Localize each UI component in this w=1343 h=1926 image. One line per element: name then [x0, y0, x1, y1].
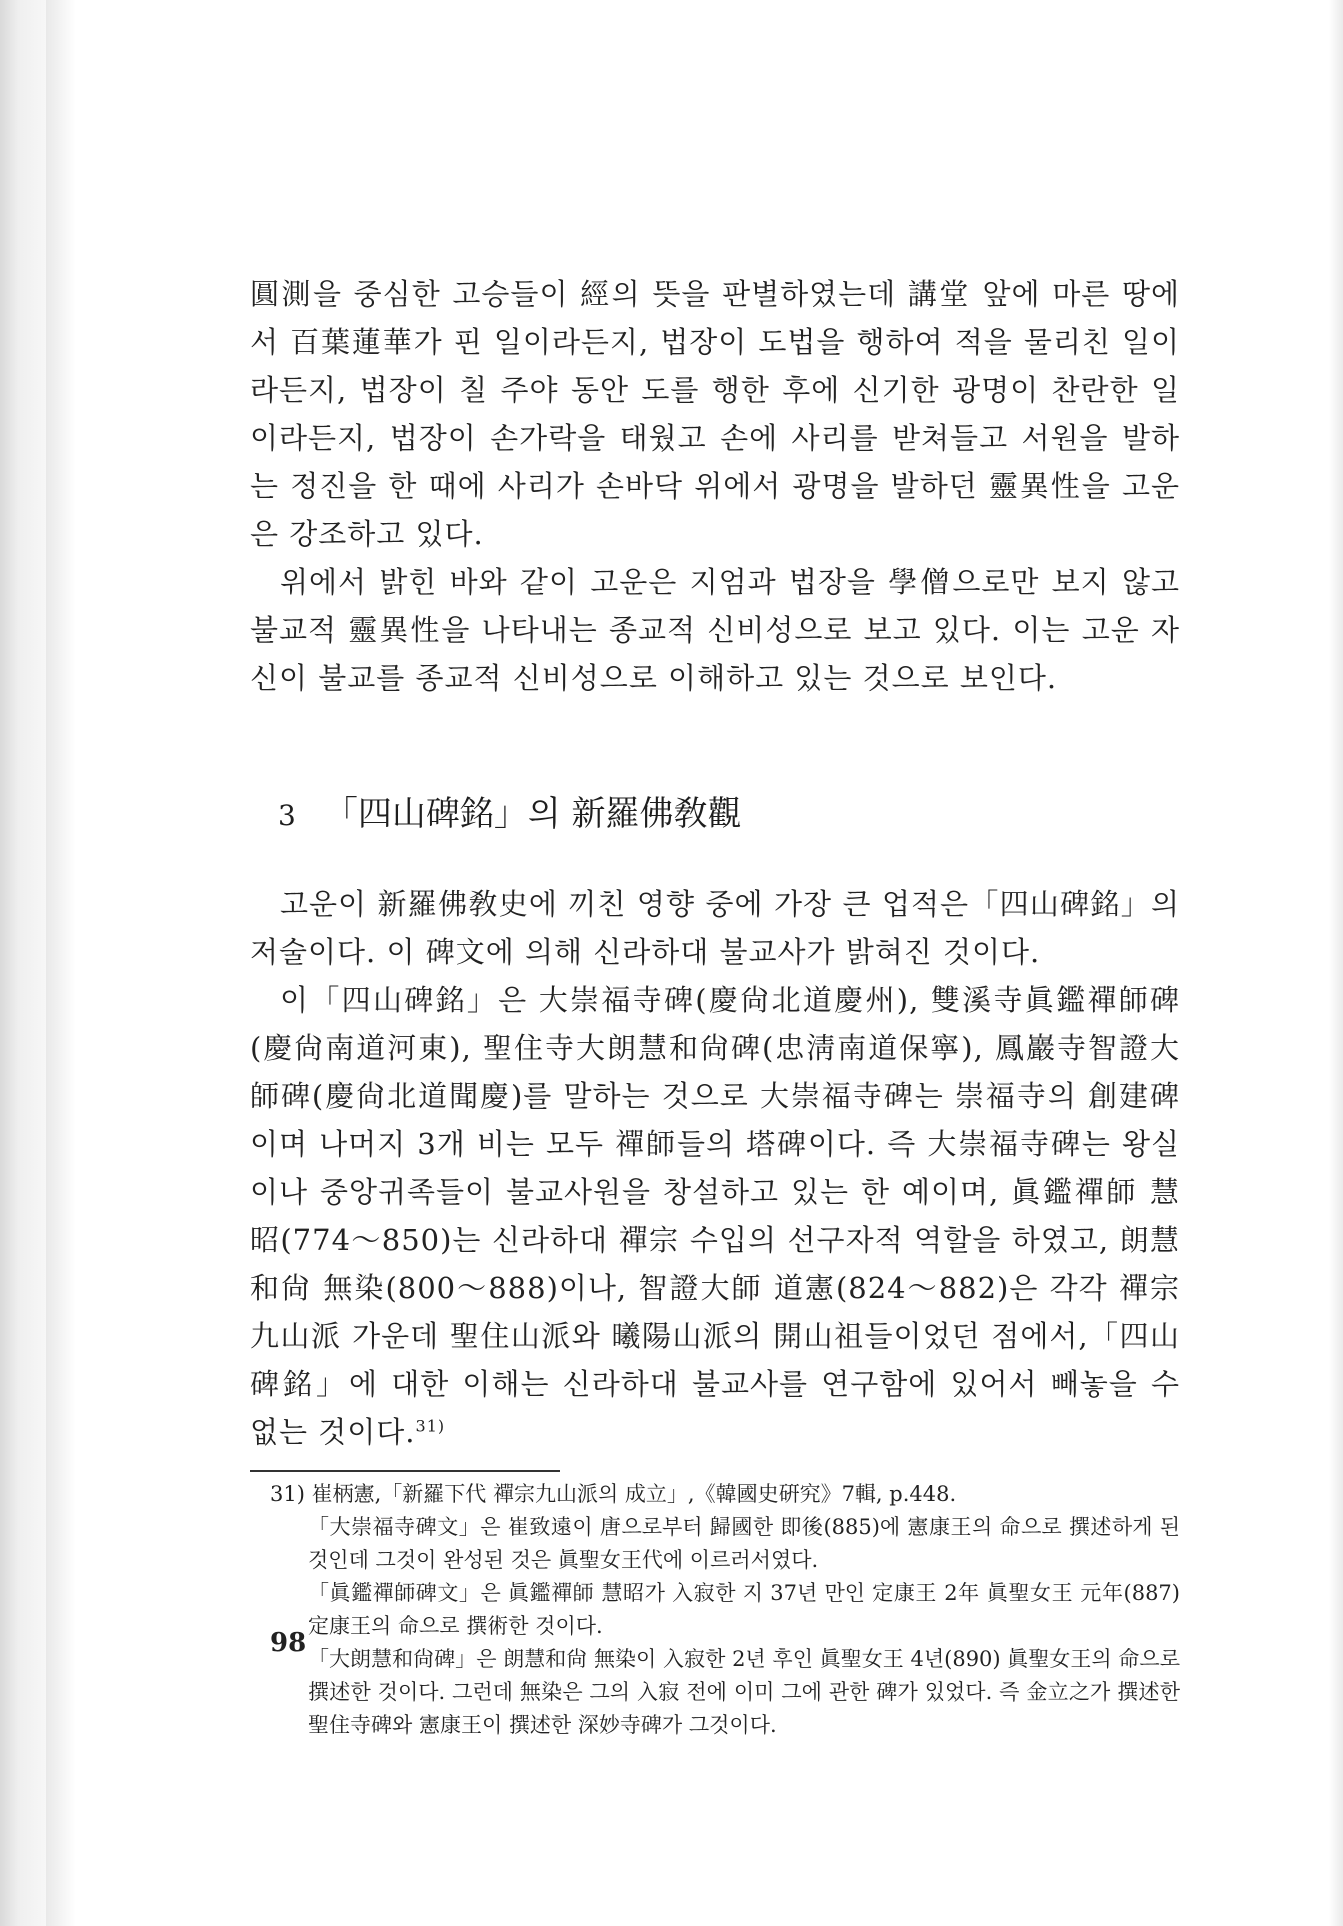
footnote-item: 「大朗慧和尙碑」은 朗慧和尙 無染이 入寂한 2년 후인 眞聖女王 4년(890) 眞聖女王의 命으로 撰述한 것이다. 그런데 無染은 그의 入寂 전에 이미 그에 관한 碑가 있었다. 즉 金立之가 撰述한 聖住寺碑와 憲康王이 撰述한 深妙寺碑가 그것이다.	[308, 1647, 1180, 1737]
book-page-stack-shadow	[46, 0, 76, 1926]
body-paragraph	[250, 976, 1180, 1456]
page-content	[250, 270, 1180, 1742]
body-paragraph-text: 이「四山碑銘」은 大崇福寺碑(慶尙北道慶州), 雙溪寺眞鑑禪師碑(慶尙南道河東), 聖住寺大朗慧和尙碑(忠淸南道保寧), 鳳巖寺智證大師碑(慶尙北道聞慶)를 말하는 것으로 大崇福寺碑는 崇福寺의 創建碑이며 나머지 3개 비는 모두 禪師들의 塔碑이다. 즉 大崇福寺碑는 왕실이나 중앙귀족들이 불교사원을 창설하고 있는 한 예이며, 眞鑑禪師 慧昭(774～850)는 신라하대 禪宗 수입의 선구자적 역할을 하였고, 朗慧和尙 無染(800～888)이나, 智證大師 道憲(824～882)은 각각 禪宗 九山派 가운데 聖住山派와 曦陽山派의 開山祖들이었던 점에서,「四山碑銘」에 대한 이해는 신라하대 불교사를 연구함에 있어서 빼놓을 수 없는 것이다.	[250, 983, 1180, 1449]
footnote-citation: 31) 崔柄憲,「新羅下代 禪宗九山派의 成立」,《韓國史硏究》7輯, p.448.	[270, 1482, 957, 1506]
footnote-item: 「眞鑑禪師碑文」은 眞鑑禪師 慧昭가 入寂한 지 37년 만인 定康王 2年 眞聖女王 元年(887) 定康王의 命으로 撰術한 것이다.	[308, 1581, 1180, 1638]
book-page-edge-right	[1329, 0, 1343, 1926]
body-paragraph: 圓測을 중심한 고승들이 經의 뜻을 판별하였는데 講堂 앞에 마른 땅에서 百葉蓮華가 핀 일이라든지, 법장이 도법을 행하여 적을 물리친 일이라든지, 법장이 칠 주야 동안 도를 행한 후에 신기한 광명이 찬란한 일이라든지, 법장이 손가락을 태웠고 손에 사리를 받쳐들고 서원을 발하는 정진을 한 때에 사리가 손바닥 위에서 광명을 발하던 靈異性을 고운은 강조하고 있다.	[250, 277, 1180, 551]
body-paragraph: 고운이 新羅佛敎史에 끼친 영향 중에 가장 큰 업적은「四山碑銘」의 저술이다. 이 碑文에 의해 신라하대 불교사가 밝혀진 것이다.	[250, 887, 1180, 969]
footnote-divider	[250, 1470, 560, 1472]
book-page-edge-left	[0, 0, 46, 1926]
footnote-item: 「大崇福寺碑文」은 崔致遠이 唐으로부터 歸國한 即後(885)에 憲康王의 命으로 撰述하게 된 것인데 그것이 완성된 것은 眞聖女王代에 이르러서였다.	[308, 1515, 1180, 1572]
body-paragraph: 위에서 밝힌 바와 같이 고운은 지엄과 법장을 學僧으로만 보지 않고 불교적 靈異性을 나타내는 종교적 신비성으로 보고 있다. 이는 고운 자신이 불교를 종교적 신비성으로 이해하고 있는 것으로 보인다.	[250, 565, 1180, 695]
footnotes	[250, 1478, 1180, 1742]
section-title: 「四山碑銘」의 新羅佛敎觀	[323, 794, 742, 834]
page-number: 98	[270, 1628, 307, 1658]
section-heading	[278, 790, 1180, 840]
section-number: 3	[278, 799, 296, 832]
footnote-reference: 31)	[415, 1416, 446, 1436]
